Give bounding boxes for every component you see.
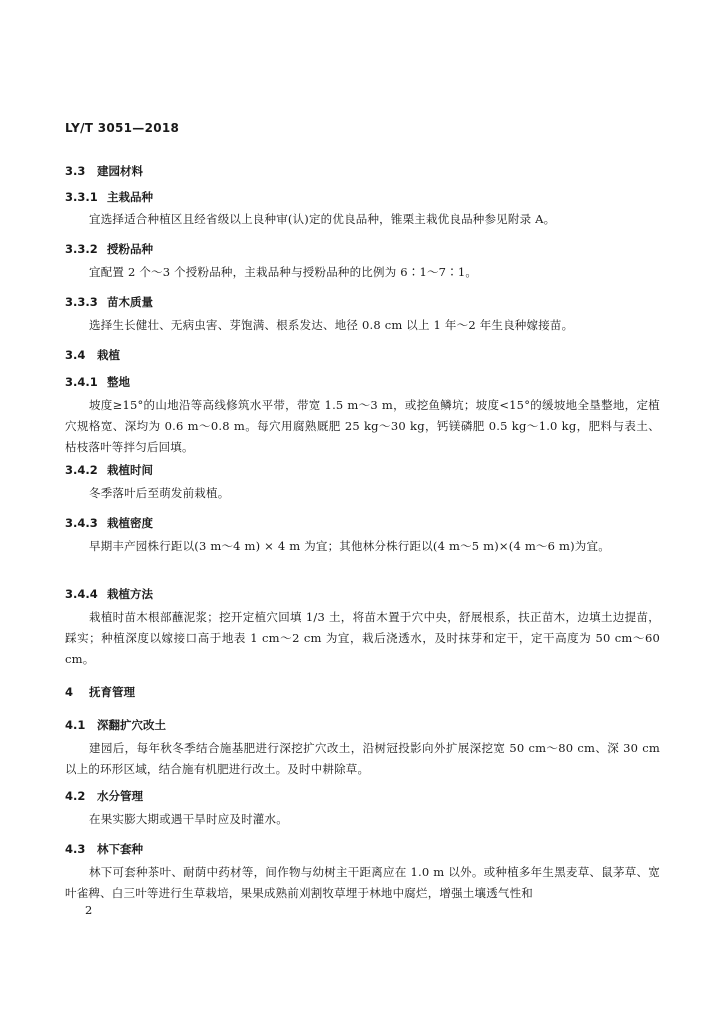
section-title: 深翻扩穴改土 [97, 718, 166, 732]
section-heading-4-1 [65, 717, 660, 733]
section-number: 3.3.1 [65, 190, 98, 204]
paragraph-3-4-3: 早期丰产园株行距以(3 m～4 m) × 4 m 为宜；其他林分株行距以(4 m～5 m)×(4 m～6 m)为宜。 [89, 539, 610, 553]
section-number: 3.3 [65, 164, 86, 178]
section-number: 4.2 [65, 789, 86, 803]
section-title: 授粉品种 [107, 242, 153, 256]
section-number: 3.4.4 [65, 587, 98, 601]
paragraph-3-3-2: 宜配置 2 个～3 个授粉品种，主栽品种与授粉品种的比例为 6∶1～7∶1。 [89, 265, 478, 279]
paragraph-3-4-1: 坡度≥15°的山地沿等高线修筑水平带，带宽 1.5 m～3 m，或挖鱼鳞坑；坡度<15°的缓坡地全垦整地，定植穴规格宽、深均为 0.6 m～0.8 m。每穴用腐熟厩肥 25 kg～30 kg，钙镁磷肥 0.5 kg～1.0 kg，肥料与表土、枯枝落叶等拌匀后回填。 [65, 398, 660, 454]
section-heading-3-4-4 [65, 586, 660, 602]
section-heading-4-3 [65, 841, 660, 857]
paragraph-4-1: 建园后，每年秋冬季结合施基肥进行深挖扩穴改土，沿树冠投影向外扩展深挖宽 50 cm～80 cm、深 30 cm 以上的环形区域，结合施有机肥进行改土。及时中耕除草。 [65, 741, 660, 776]
section-heading-3-3 [65, 163, 660, 179]
section-title: 栽植 [97, 348, 120, 362]
section-number: 3.4.1 [65, 375, 98, 389]
paragraph-4-3: 林下可套种茶叶、耐荫中药材等，间作物与幼树主干距离应在 1.0 m 以外。或种植多年生黑麦草、鼠茅草、宽叶雀稗、白三叶等进行生草栽培，果果成熟前刈割牧草埋于林地中腐烂，增强土壤透气性和 [65, 865, 660, 900]
paragraph-3-4-4: 栽植时苗木根部蘸泥浆；挖开定植穴回填 1/3 土，将苗木置于穴中央，舒展根系，扶正苗木，边填土边提苗，踩实；种植深度以嫁接口高于地表 1 cm～2 cm 为宜，栽后浇透水，及时抹芽和定干，定干高度为 50 cm～60 cm。 [65, 610, 660, 666]
section-heading-3-3-3 [65, 294, 660, 310]
section-heading-4-2 [65, 788, 660, 804]
section-number: 4.1 [65, 718, 86, 732]
section-heading-3-4-1 [65, 374, 660, 390]
section-title: 栽植方法 [107, 587, 153, 601]
paragraph-4-2: 在果实膨大期或遇干旱时应及时灌水。 [89, 812, 288, 826]
section-title: 苗木质量 [107, 295, 153, 309]
section-title: 栽植密度 [107, 516, 153, 530]
section-title: 抚育管理 [89, 685, 135, 699]
section-number: 4 [65, 685, 74, 699]
section-title: 栽植时间 [107, 463, 153, 477]
section-number: 3.3.2 [65, 242, 98, 256]
section-heading-3-3-2 [65, 241, 660, 257]
section-number: 3.4.3 [65, 516, 98, 530]
section-heading-3-4-3 [65, 515, 660, 531]
section-heading-3-4-2 [65, 462, 660, 478]
section-number: 3.3.3 [65, 295, 98, 309]
section-title: 整地 [107, 375, 130, 389]
section-title: 主栽品种 [107, 190, 153, 204]
section-title: 建园材料 [97, 164, 143, 178]
section-number: 3.4 [65, 348, 86, 362]
section-title: 林下套种 [97, 842, 143, 856]
paragraph-3-4-2: 冬季落叶后至萌发前栽植。 [89, 486, 230, 500]
paragraph-3-3-3: 选择生长健壮、无病虫害、芽饱满、根系发达、地径 0.8 cm 以上 1 年～2 年生良种嫁接苗。 [89, 318, 574, 332]
section-title: 水分管理 [97, 789, 143, 803]
section-heading-4 [65, 684, 660, 700]
section-number: 3.4.2 [65, 463, 98, 477]
paragraph-3-3-1: 宜选择适合种植区且经省级以上良种审(认)定的优良品种，锥栗主栽优良品种参见附录 A。 [89, 212, 556, 226]
section-heading-3-3-1 [65, 189, 660, 205]
standard-code-header: LY/T 3051—2018 [65, 121, 180, 135]
section-number: 4.3 [65, 842, 86, 856]
section-heading-3-4 [65, 347, 660, 363]
page-number: 2 [85, 903, 93, 917]
